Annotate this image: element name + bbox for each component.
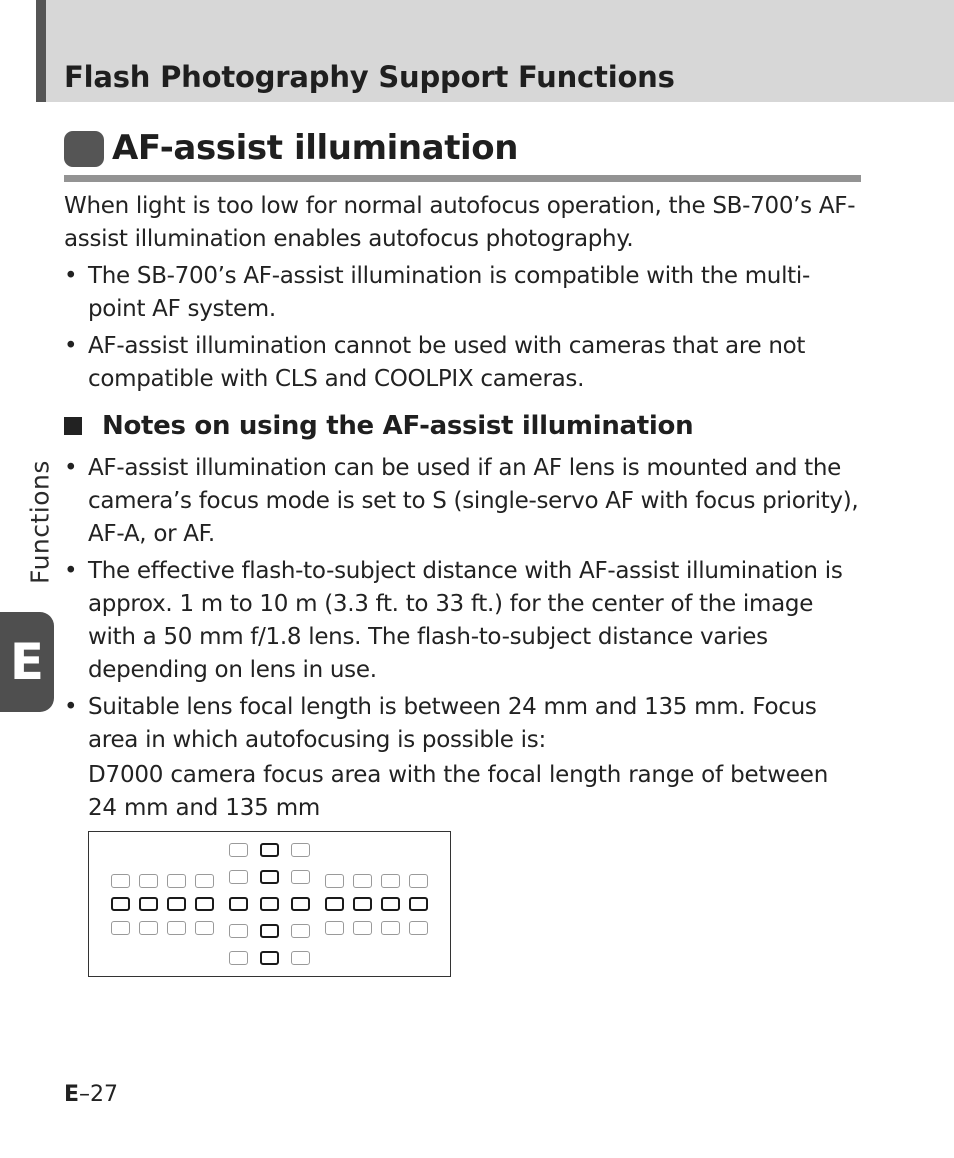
notes-bullet-list: [64, 452, 864, 825]
main-content: [64, 190, 864, 977]
focus-point: [409, 921, 428, 935]
focus-point: [291, 843, 310, 857]
bullet-item: • The SB-700’s AF-assist illumination is compatible with the multi-point AF system.: [64, 260, 864, 326]
focus-point-active: [229, 897, 248, 911]
side-section-label: Functions: [25, 460, 55, 584]
focus-point: [353, 921, 372, 935]
focus-point-active: [260, 897, 279, 911]
focus-point: [229, 870, 248, 884]
focus-point: [229, 924, 248, 938]
focus-point-active: [260, 843, 279, 857]
focus-area-caption: D7000 camera focus area with the focal length range of between 24 mm and 135 mm: [88, 762, 829, 821]
focus-point: [167, 874, 186, 888]
focus-point: [381, 874, 400, 888]
focus-point-active: [260, 951, 279, 965]
page-number-letter: E: [64, 1082, 80, 1107]
focus-point-active: [195, 897, 214, 911]
focus-point-active: [381, 897, 400, 911]
header-edge-bar: [36, 0, 46, 102]
focus-point-active: [325, 897, 344, 911]
focus-point-active: [139, 897, 158, 911]
notes-bullet-item: • AF-assist illumination can be used if an AF lens is mounted and the camera’s focus mode is set to S (single-servo AF with focus priority), AF-A, or AF.: [64, 452, 864, 551]
bullet-list: [64, 260, 864, 396]
notes-heading-text: Notes on using the AF-assist illumination: [102, 411, 694, 441]
focus-point: [325, 874, 344, 888]
focus-point: [291, 924, 310, 938]
intro-paragraph: When light is too low for normal autofocus operation, the SB-700’s AF-assist illumination enables autofocus photography.: [64, 193, 856, 252]
page-number-value: –27: [79, 1082, 119, 1107]
focus-point-active: [167, 897, 186, 911]
focus-point: [325, 921, 344, 935]
focus-point-active: [260, 924, 279, 938]
notes-bullet-item: • The effective flash-to-subject distance with AF-assist illumination is approx. 1 m to 10 m (3.3 ft. to 33 ft.) for the center of the image with a 50 mm f/1.8 lens. The flash-to-subject distance varies depending on lens in use.: [64, 555, 864, 687]
page-header-title: Flash Photography Support Functions: [64, 60, 675, 94]
focus-point: [381, 921, 400, 935]
focus-point-active: [291, 897, 310, 911]
square-bullet-icon: [64, 417, 82, 435]
focus-point: [291, 870, 310, 884]
focus-point: [195, 874, 214, 888]
notes-heading: [64, 410, 864, 442]
focus-point: [409, 874, 428, 888]
section-divider: [64, 175, 861, 182]
focus-point: [139, 874, 158, 888]
focus-point: [111, 921, 130, 935]
notes-bullet-item: [64, 691, 864, 825]
side-tab-letter: E: [9, 633, 45, 691]
focus-point: [167, 921, 186, 935]
focus-area-diagram: [88, 831, 451, 977]
focus-point: [353, 874, 372, 888]
page-number: [64, 1082, 118, 1107]
section-title: AF-assist illumination: [112, 128, 519, 168]
notes-bullet-text: • Suitable lens focal length is between 24 mm and 135 mm. Focus area in which autofocusing is possible is:: [88, 694, 817, 753]
focus-point-active: [111, 897, 130, 911]
focus-point-active: [353, 897, 372, 911]
focus-point-active: [260, 870, 279, 884]
bullet-item: • AF-assist illumination cannot be used with cameras that are not compatible with CLS and COOLPIX cameras.: [64, 330, 864, 396]
section-marker-icon: [64, 131, 104, 167]
focus-point: [291, 951, 310, 965]
focus-point: [139, 921, 158, 935]
focus-point-active: [409, 897, 428, 911]
focus-point: [195, 921, 214, 935]
focus-point: [111, 874, 130, 888]
focus-point: [229, 951, 248, 965]
focus-point: [229, 843, 248, 857]
